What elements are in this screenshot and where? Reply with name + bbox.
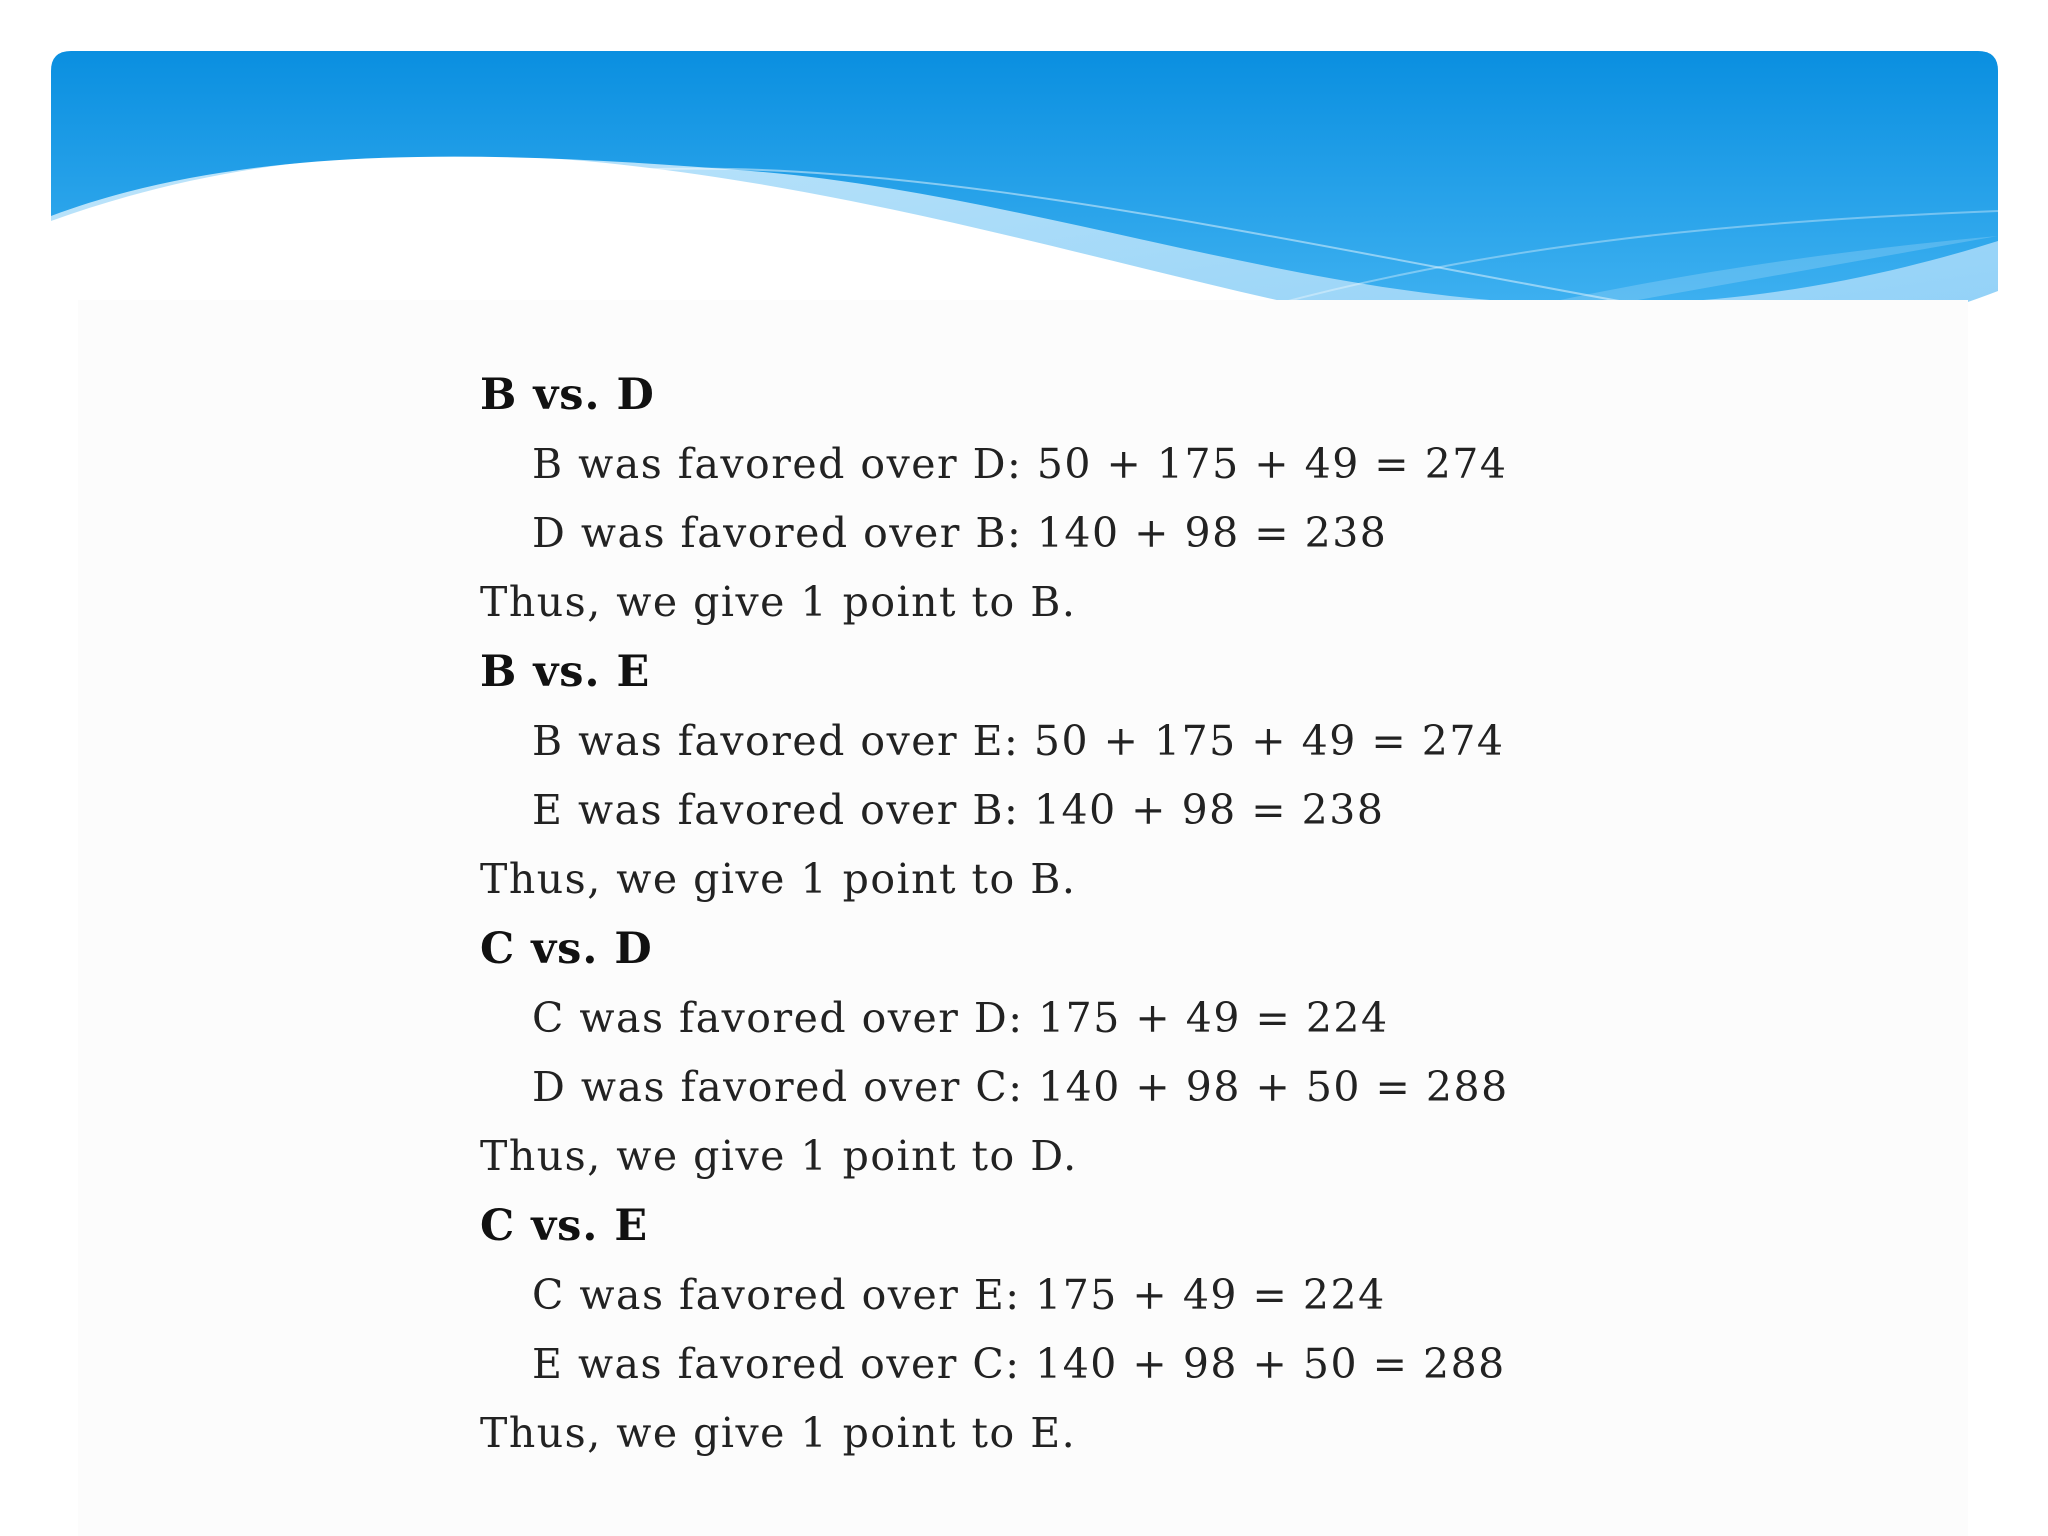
section-title: B vs. E: [480, 647, 651, 697]
tally-line: E was favored over B: 140 + 98 = 238: [532, 786, 1385, 834]
comparison-section-c-vs-d: [480, 914, 1680, 1191]
comparison-section-b-vs-d: [480, 360, 1680, 637]
tally-line: B was favored over D: 50 + 175 + 49 = 274: [532, 440, 1508, 488]
comparison-content: [480, 360, 1680, 1468]
tally-line: C was favored over D: 175 + 49 = 224: [532, 994, 1389, 1042]
section-title: C vs. E: [480, 1201, 649, 1251]
section-title: B vs. D: [480, 370, 655, 420]
tally-line: C was favored over E: 175 + 49 = 224: [532, 1271, 1386, 1319]
tally-line: B was favored over E: 50 + 175 + 49 = 274: [532, 717, 1505, 765]
conclusion-line: Thus, we give 1 point to E.: [480, 1409, 1077, 1457]
tally-line: E was favored over C: 140 + 98 + 50 = 288: [532, 1340, 1506, 1388]
conclusion-line: Thus, we give 1 point to B.: [480, 578, 1077, 626]
tally-line: D was favored over C: 140 + 98 + 50 = 288: [532, 1063, 1509, 1111]
comparison-section-c-vs-e: [480, 1191, 1680, 1468]
section-title: C vs. D: [480, 924, 653, 974]
comparison-section-b-vs-e: [480, 637, 1680, 914]
conclusion-line: Thus, we give 1 point to B.: [480, 855, 1077, 903]
tally-line: D was favored over B: 140 + 98 = 238: [532, 509, 1388, 557]
conclusion-line: Thus, we give 1 point to D.: [480, 1132, 1078, 1180]
